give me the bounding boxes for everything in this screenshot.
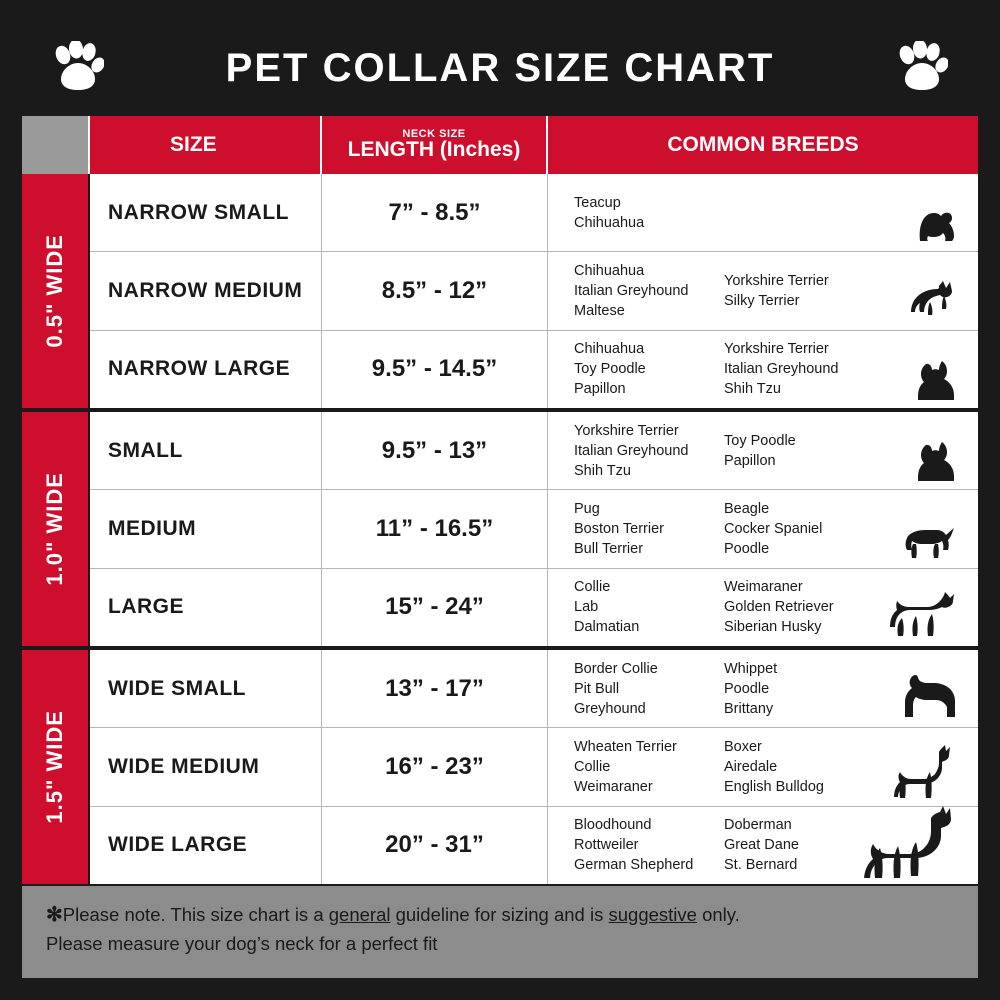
breed-item: Teacup	[574, 194, 621, 211]
retriever-silhouette-icon	[888, 592, 960, 640]
cell-breeds	[548, 728, 978, 805]
breed-column-2	[724, 737, 894, 797]
page-title: PET COLLAR SIZE CHART	[225, 45, 775, 90]
breed-item: Maltese	[574, 302, 625, 319]
footer-line-2: Please measure your dog’s neck for a perfect fit	[46, 933, 438, 954]
bulldog-silhouette-icon	[898, 669, 960, 721]
breed-item: Shih Tzu	[574, 462, 631, 479]
breed-item: Boston Terrier	[574, 520, 664, 537]
cell-size: WIDE LARGE	[90, 807, 322, 884]
cell-length: 20” - 31”	[322, 807, 548, 884]
footer-underline-suggestive: suggestive	[608, 904, 697, 925]
column-header-breeds: COMMON BREEDS	[667, 133, 859, 156]
breed-item: Golden Retriever	[724, 599, 834, 616]
breed-item: Bull Terrier	[574, 540, 644, 557]
cell-size: NARROW SMALL	[90, 174, 322, 251]
papillon-silhouette-icon	[912, 356, 960, 402]
breed-column-1	[574, 577, 724, 637]
cell-length: 13” - 17”	[322, 650, 548, 727]
beagle-silhouette-icon	[898, 522, 960, 562]
breed-item: Beagle	[724, 500, 770, 517]
column-header-length-main: LENGTH (Inches)	[347, 138, 521, 162]
breed-column-1	[574, 659, 724, 719]
column-header-length-sub: NECK SIZE	[402, 127, 466, 140]
footer-text-a: Please note. This size chart is a	[62, 904, 329, 925]
footer-text-b: guideline for sizing and is	[390, 904, 609, 925]
breed-item: Airedale	[724, 758, 778, 775]
cell-breeds	[548, 174, 978, 251]
breed-item: Papillon	[574, 381, 626, 398]
table-row	[90, 650, 978, 728]
breed-item: Poodle	[724, 540, 770, 557]
breed-item: Weimaraner	[574, 778, 653, 795]
cell-length: 8.5” - 12”	[322, 252, 548, 329]
width-group	[22, 650, 978, 884]
table-row	[90, 174, 978, 252]
chart-card	[22, 22, 978, 978]
breed-item: Wheaten Terrier	[574, 738, 677, 755]
table-row	[90, 807, 978, 884]
breed-item: Collie	[574, 758, 611, 775]
table-row	[90, 728, 978, 806]
paw-icon	[52, 41, 104, 95]
breed-column-1	[574, 339, 724, 399]
cell-breeds	[548, 569, 978, 646]
papillon-silhouette-icon	[912, 437, 960, 483]
breed-item: Silky Terrier	[724, 292, 800, 309]
table-row	[90, 252, 978, 330]
breed-item: Siberian Husky	[724, 619, 822, 636]
breed-item: Great Dane	[724, 837, 799, 854]
boxer-silhouette-icon	[892, 744, 960, 800]
breed-item: Italian Greyhound	[574, 282, 689, 299]
cell-length: 11” - 16.5”	[322, 490, 548, 567]
group-rows	[90, 174, 978, 408]
breed-item: Boxer	[724, 738, 762, 755]
cell-size: WIDE SMALL	[90, 650, 322, 727]
group-rows	[90, 650, 978, 884]
column-header-length	[322, 116, 548, 174]
breed-item: Yorkshire Terrier	[724, 272, 829, 289]
breed-item: Rottweiler	[574, 837, 639, 854]
cell-length: 15” - 24”	[322, 569, 548, 646]
footer-line-1	[46, 900, 954, 930]
breed-column-2	[724, 431, 894, 471]
breed-column-2	[724, 499, 894, 559]
breed-item: Doberman	[724, 817, 792, 834]
cell-breeds	[548, 650, 978, 727]
breed-column-1	[574, 261, 724, 321]
cell-size: NARROW MEDIUM	[90, 252, 322, 329]
table-row	[90, 412, 978, 490]
breed-item: Yorkshire Terrier	[574, 422, 679, 439]
breed-item: German Shepherd	[574, 857, 694, 874]
breed-item: Papillon	[724, 452, 776, 469]
breed-item: Whippet	[724, 660, 778, 677]
breed-item: Italian Greyhound	[724, 361, 839, 378]
width-group	[22, 412, 978, 650]
table-row	[90, 331, 978, 408]
cell-length: 7” - 8.5”	[322, 174, 548, 251]
cell-breeds	[548, 252, 978, 329]
size-table	[22, 114, 978, 886]
group-label-text: 0.5" WIDE	[42, 234, 67, 348]
cell-length: 9.5” - 13”	[322, 412, 548, 489]
breed-item: St. Bernard	[724, 857, 798, 874]
breed-column-1	[574, 421, 724, 481]
group-label-text: 1.0" WIDE	[42, 472, 67, 586]
table-row	[90, 490, 978, 568]
breed-item: Italian Greyhound	[574, 442, 689, 459]
breed-column-1	[574, 815, 724, 875]
cell-breeds	[548, 412, 978, 489]
group-rows	[90, 412, 978, 646]
breed-column-2	[724, 659, 894, 719]
width-group	[22, 174, 978, 412]
breed-item: Pit Bull	[574, 680, 620, 697]
breed-item: Shih Tzu	[724, 381, 781, 398]
breed-item: Chihuahua	[574, 214, 645, 231]
chihuahua-silhouette-icon	[908, 280, 960, 324]
chart-header	[22, 22, 978, 114]
breed-column-2	[724, 339, 894, 399]
breed-item: Toy Poodle	[724, 432, 796, 449]
breed-item: Chihuahua	[574, 262, 645, 279]
breed-column-2	[724, 271, 894, 311]
breed-column-1	[574, 193, 724, 233]
breed-item: Yorkshire Terrier	[724, 341, 829, 358]
breed-item: Bloodhound	[574, 817, 652, 834]
breed-item: Toy Poodle	[574, 361, 646, 378]
group-label-1	[22, 412, 90, 646]
footer-underline-general: general	[328, 904, 391, 925]
breed-column-2	[724, 577, 894, 637]
cell-length: 16” - 23”	[322, 728, 548, 805]
footer-note	[22, 886, 978, 978]
cell-size: WIDE MEDIUM	[90, 728, 322, 805]
cell-size: MEDIUM	[90, 490, 322, 567]
breed-item: Greyhound	[574, 700, 646, 717]
footer-text-c: only.	[696, 904, 740, 925]
breed-item: Collie	[574, 579, 611, 596]
paw-icon	[896, 41, 948, 95]
cell-size: NARROW LARGE	[90, 331, 322, 408]
breed-item: Dalmatian	[574, 619, 640, 636]
cell-size: LARGE	[90, 569, 322, 646]
breed-item: Border Collie	[574, 660, 658, 677]
table-row	[90, 569, 978, 646]
breed-column-1	[574, 737, 724, 797]
cell-length: 9.5” - 14.5”	[322, 331, 548, 408]
breed-item: Lab	[574, 599, 599, 616]
breed-column-1	[574, 499, 724, 559]
breed-item: Cocker Spaniel	[724, 520, 823, 537]
header-spacer-cell	[22, 116, 90, 174]
cell-size: SMALL	[90, 412, 322, 489]
breed-item: English Bulldog	[724, 778, 824, 795]
breed-item: Brittany	[724, 700, 774, 717]
group-label-text: 1.5" WIDE	[42, 710, 67, 824]
group-label-0	[22, 174, 90, 408]
asterisk-icon: ✻	[46, 904, 63, 926]
cell-breeds	[548, 807, 978, 884]
doberman-silhouette-icon	[864, 806, 960, 878]
column-header-size: SIZE	[90, 116, 322, 174]
breed-item: Chihuahua	[574, 341, 645, 358]
cell-breeds	[548, 331, 978, 408]
breed-item: Pug	[574, 500, 600, 517]
group-label-2	[22, 650, 90, 884]
breed-item: Weimaraner	[724, 579, 803, 596]
breed-item: Poodle	[724, 680, 770, 697]
table-header-row	[22, 116, 978, 174]
cell-breeds	[548, 490, 978, 567]
yorkie-silhouette-icon	[912, 203, 960, 245]
